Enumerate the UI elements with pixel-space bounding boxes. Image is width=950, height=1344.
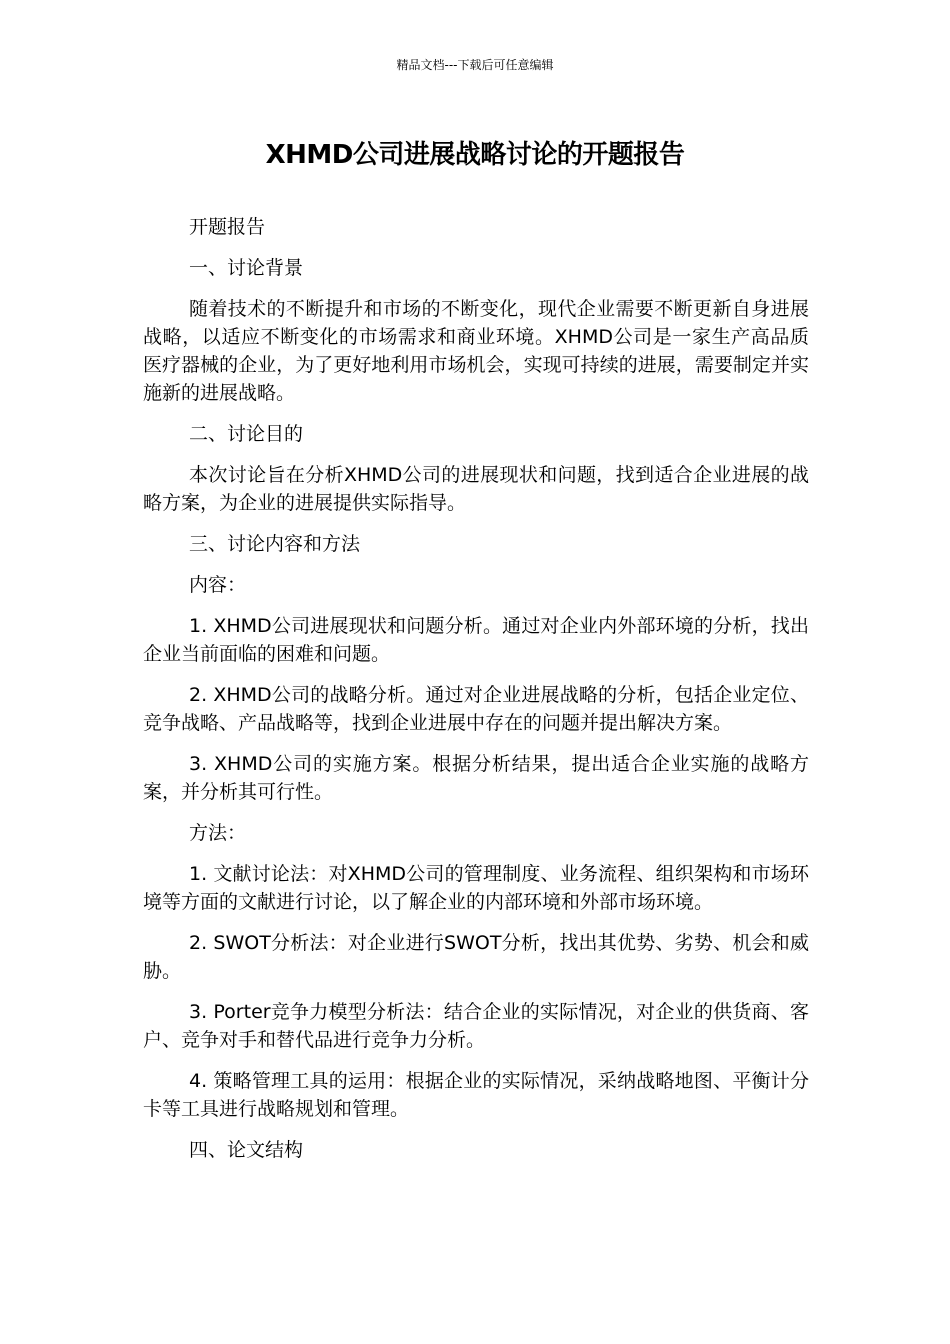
content-item-2: 2. XHMD公司的战略分析。通过对企业进展战略的分析，包括企业定位、竞争战略、产品战略等，找到企业进展中存在的问题并提出解决方案。	[143, 684, 809, 734]
paragraph-purpose: 本次讨论旨在分析XHMD公司的进展现状和问题，找到适合企业进展的战略方案，为企业的进展提供实际指导。	[143, 464, 809, 514]
method-item-1: 1. 文献讨论法：对XHMD公司的管理制度、业务流程、组织架构和市场环境等方面的文献进行讨论，以了解企业的内部环境和外部市场环境。	[143, 863, 809, 913]
subtitle: 开题报告	[189, 216, 266, 238]
content-label: 内容：	[189, 574, 247, 596]
header-note: 精品文档---下载后可任意编辑	[396, 58, 554, 72]
methods-label: 方法：	[189, 822, 247, 844]
method-item-2: 2. SWOT分析法：对企业进行SWOT分析，找出其优势、劣势、机会和威胁。	[143, 932, 809, 982]
paragraph-background: 随着技术的不断提升和市场的不断变化，现代企业需要不断更新自身进展战略，以适应不断变化的市场需求和商业环境。XHMD公司是一家生产高品质医疗器械的企业，为了更好地利用市场机会，实现可持续的进展，需要制定并实施新的进展战略。	[143, 298, 809, 404]
document-title: XHMD公司进展战略讨论的开题报告	[265, 140, 685, 170]
section-heading-content-methods: 三、讨论内容和方法	[189, 533, 361, 555]
content-item-1: 1. XHMD公司进展现状和问题分析。通过对企业内外部环境的分析，找出企业当前面临的困难和问题。	[143, 615, 809, 665]
method-item-4: 4. 策略管理工具的运用：根据企业的实际情况，采纳战略地图、平衡计分卡等工具进行战略规划和管理。	[143, 1070, 809, 1120]
section-heading-background: 一、讨论背景	[189, 257, 304, 279]
content-item-3: 3. XHMD公司的实施方案。根据分析结果，提出适合企业实施的战略方案，并分析其可行性。	[143, 753, 809, 803]
document-body	[143, 213, 809, 1177]
section-heading-structure: 四、论文结构	[189, 1139, 304, 1161]
section-heading-purpose: 二、讨论目的	[189, 423, 304, 445]
method-item-3: 3. Porter竞争力模型分析法：结合企业的实际情况，对企业的供货商、客户、竞争对手和替代品进行竞争力分析。	[143, 1001, 809, 1051]
